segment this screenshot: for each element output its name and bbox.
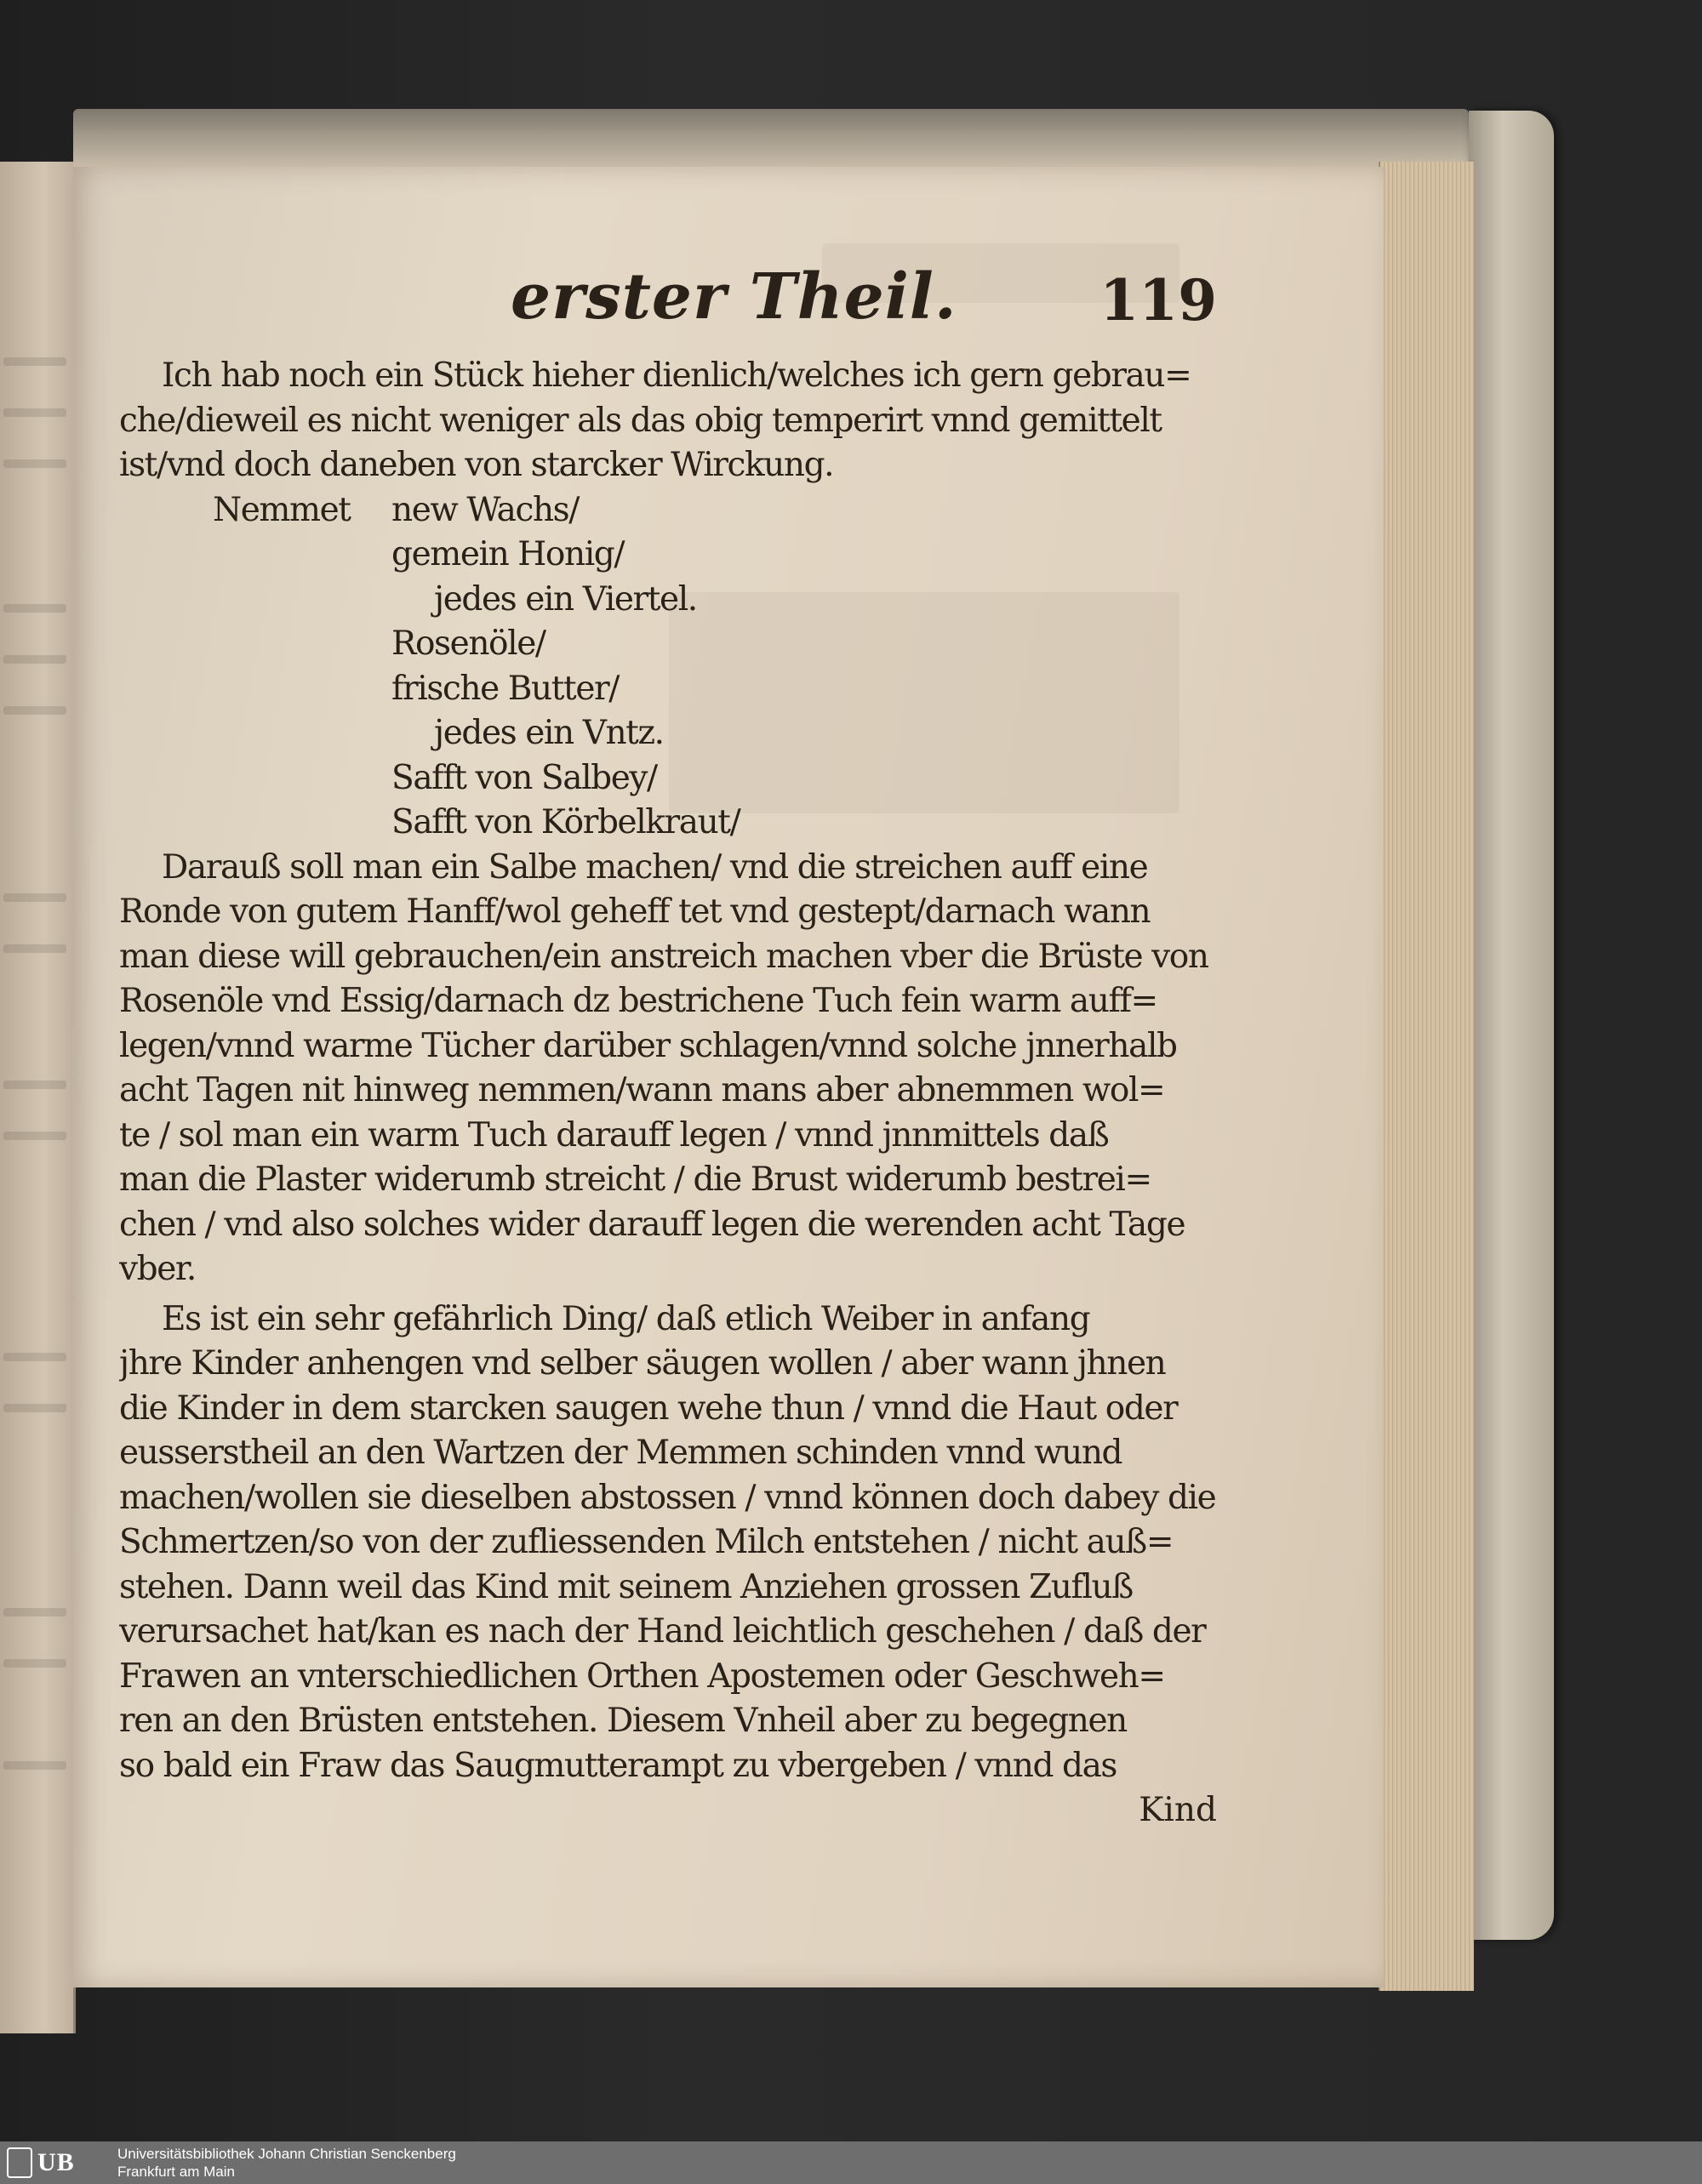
recipe-line	[119, 488, 1217, 533]
text-line: Ich hab noch ein Stück hieher dienlich/welches ich gern gebrau=	[162, 356, 1191, 395]
bleed-mark	[3, 459, 66, 468]
bleed-mark	[3, 1761, 66, 1770]
text-line: te / sol man ein warm Tuch darauff legen / vnnd jnnmittels daß	[119, 1115, 1109, 1155]
bleed-mark	[3, 1081, 66, 1089]
attribution-line-city: Frankfurt am Main	[117, 2164, 235, 2180]
text-line: man diese will gebrauchen/ein anstreich machen vber die Brüste von	[119, 937, 1208, 976]
recipe-lead: Nemmet	[213, 490, 351, 529]
text-line: verursachet hat/kan es nach der Hand leichtlich geschehen / daß der	[119, 1612, 1206, 1651]
facing-page-edge	[0, 162, 76, 2033]
bleed-mark	[3, 1132, 66, 1140]
bleed-mark	[3, 604, 66, 613]
recipe-item: Safft von Salbey/	[391, 758, 657, 797]
recipe-item: gemein Honig/	[391, 535, 625, 573]
text-line: legen/vnnd warme Tücher darüber schlagen/vnnd solche jnnerhalb	[119, 1026, 1177, 1065]
text-line: eusserstheil an den Wartzen der Memmen schinden vnnd wund	[119, 1434, 1122, 1472]
text-line: Darauß soll man ein Salbe machen/ vnd die streichen auff eine	[162, 847, 1148, 887]
attribution-bar	[0, 2141, 1702, 2184]
text-line: acht Tagen nit hinweg nemmen/wann mans aber abnemmen wol=	[119, 1071, 1165, 1109]
recipe-quantity: jedes ein Viertel.	[434, 579, 697, 619]
book-page	[73, 167, 1384, 1987]
text-line: Es ist ein sehr gefährlich Ding/ daß etlich Weiber in anfang	[162, 1299, 1090, 1338]
text-line: man die Plaster widerumb streicht / die Brust widerumb bestrei=	[119, 1160, 1151, 1199]
bleed-mark	[3, 944, 66, 953]
text-line: vber.	[119, 1250, 196, 1288]
text-line: so bald ein Fraw das Saugmutterampt zu vbergeben / vnnd das	[119, 1746, 1117, 1785]
recipe-item: Safft von Körbelkraut/	[391, 803, 740, 841]
attribution-text	[117, 2145, 456, 2181]
library-logo	[7, 2147, 109, 2179]
paragraph-instructions	[119, 846, 1217, 1292]
text-line: ren an den Brüsten entstehen. Diesem Vnheil aber zu begegnen	[119, 1702, 1127, 1740]
text-line: Rosenöle vnd Essig/darnach dz bestrichene Tuch fein warm auff=	[119, 982, 1157, 1020]
text-line: stehen. Dann weil das Kind mit seinem Anziehen grossen Zufluß	[119, 1567, 1133, 1606]
page-number: 119	[1099, 267, 1217, 334]
catchword: Kind	[1139, 1791, 1217, 1829]
attribution-line-institution: Universitätsbibliothek Johann Christian Senckenberg	[117, 2146, 456, 2162]
text-line: Ronde von gutem Hanff/wol geheff tet vnd gestept/darnach wann	[119, 892, 1151, 931]
bleed-mark	[3, 706, 66, 715]
text-block	[119, 260, 1217, 1833]
bleed-mark	[3, 357, 66, 366]
page-header	[119, 260, 1217, 354]
text-line: Schmertzen/so von der zufliessenden Milch entstehen / nicht auß=	[119, 1523, 1174, 1561]
bleed-mark	[3, 1659, 66, 1668]
text-line: die Kinder in dem starcken saugen wehe thun / vnnd die Haut oder	[119, 1389, 1178, 1428]
text-line: chen / vnd also solches wider darauff legen die werenden acht Tage	[119, 1205, 1185, 1244]
text-line: che/dieweil es nicht weniger als das obig temperirt vnnd gemittelt	[119, 401, 1162, 440]
bleed-mark	[3, 893, 66, 902]
text-line: jhre Kinder anhengen vnd selber säugen wollen / aber wann jhnen	[119, 1344, 1166, 1383]
recipe-quantity: jedes ein Vntz.	[434, 714, 664, 752]
bleed-mark	[3, 1404, 66, 1412]
seal-icon	[7, 2147, 32, 2178]
text-line: machen/wollen sie dieselben abstossen / vnnd können doch dabey die	[119, 1478, 1216, 1517]
intro-paragraph	[119, 354, 1217, 488]
running-head: erster Theil.	[511, 260, 957, 334]
bleed-mark	[3, 408, 66, 417]
bleed-mark	[3, 1353, 66, 1361]
recipe-item: Rosenöle/	[391, 624, 545, 663]
bleed-mark	[3, 655, 66, 664]
bleed-mark	[3, 1608, 66, 1617]
recipe-item: new Wachs/	[391, 490, 580, 529]
page-block-edges	[1379, 162, 1474, 1991]
recipe-list	[119, 488, 1217, 846]
logo-text: UB	[37, 2148, 75, 2176]
recipe-item: frische Butter/	[391, 669, 619, 708]
book-cover-board	[1469, 111, 1554, 1940]
paragraph-warning	[119, 1297, 1217, 1789]
text-line: Frawen an vnterschiedlichen Orthen Apostemen oder Geschweh=	[119, 1657, 1165, 1696]
text-line: ist/vnd doch daneben von starcker Wirckung.	[119, 446, 834, 484]
book-top-edge	[73, 109, 1469, 168]
